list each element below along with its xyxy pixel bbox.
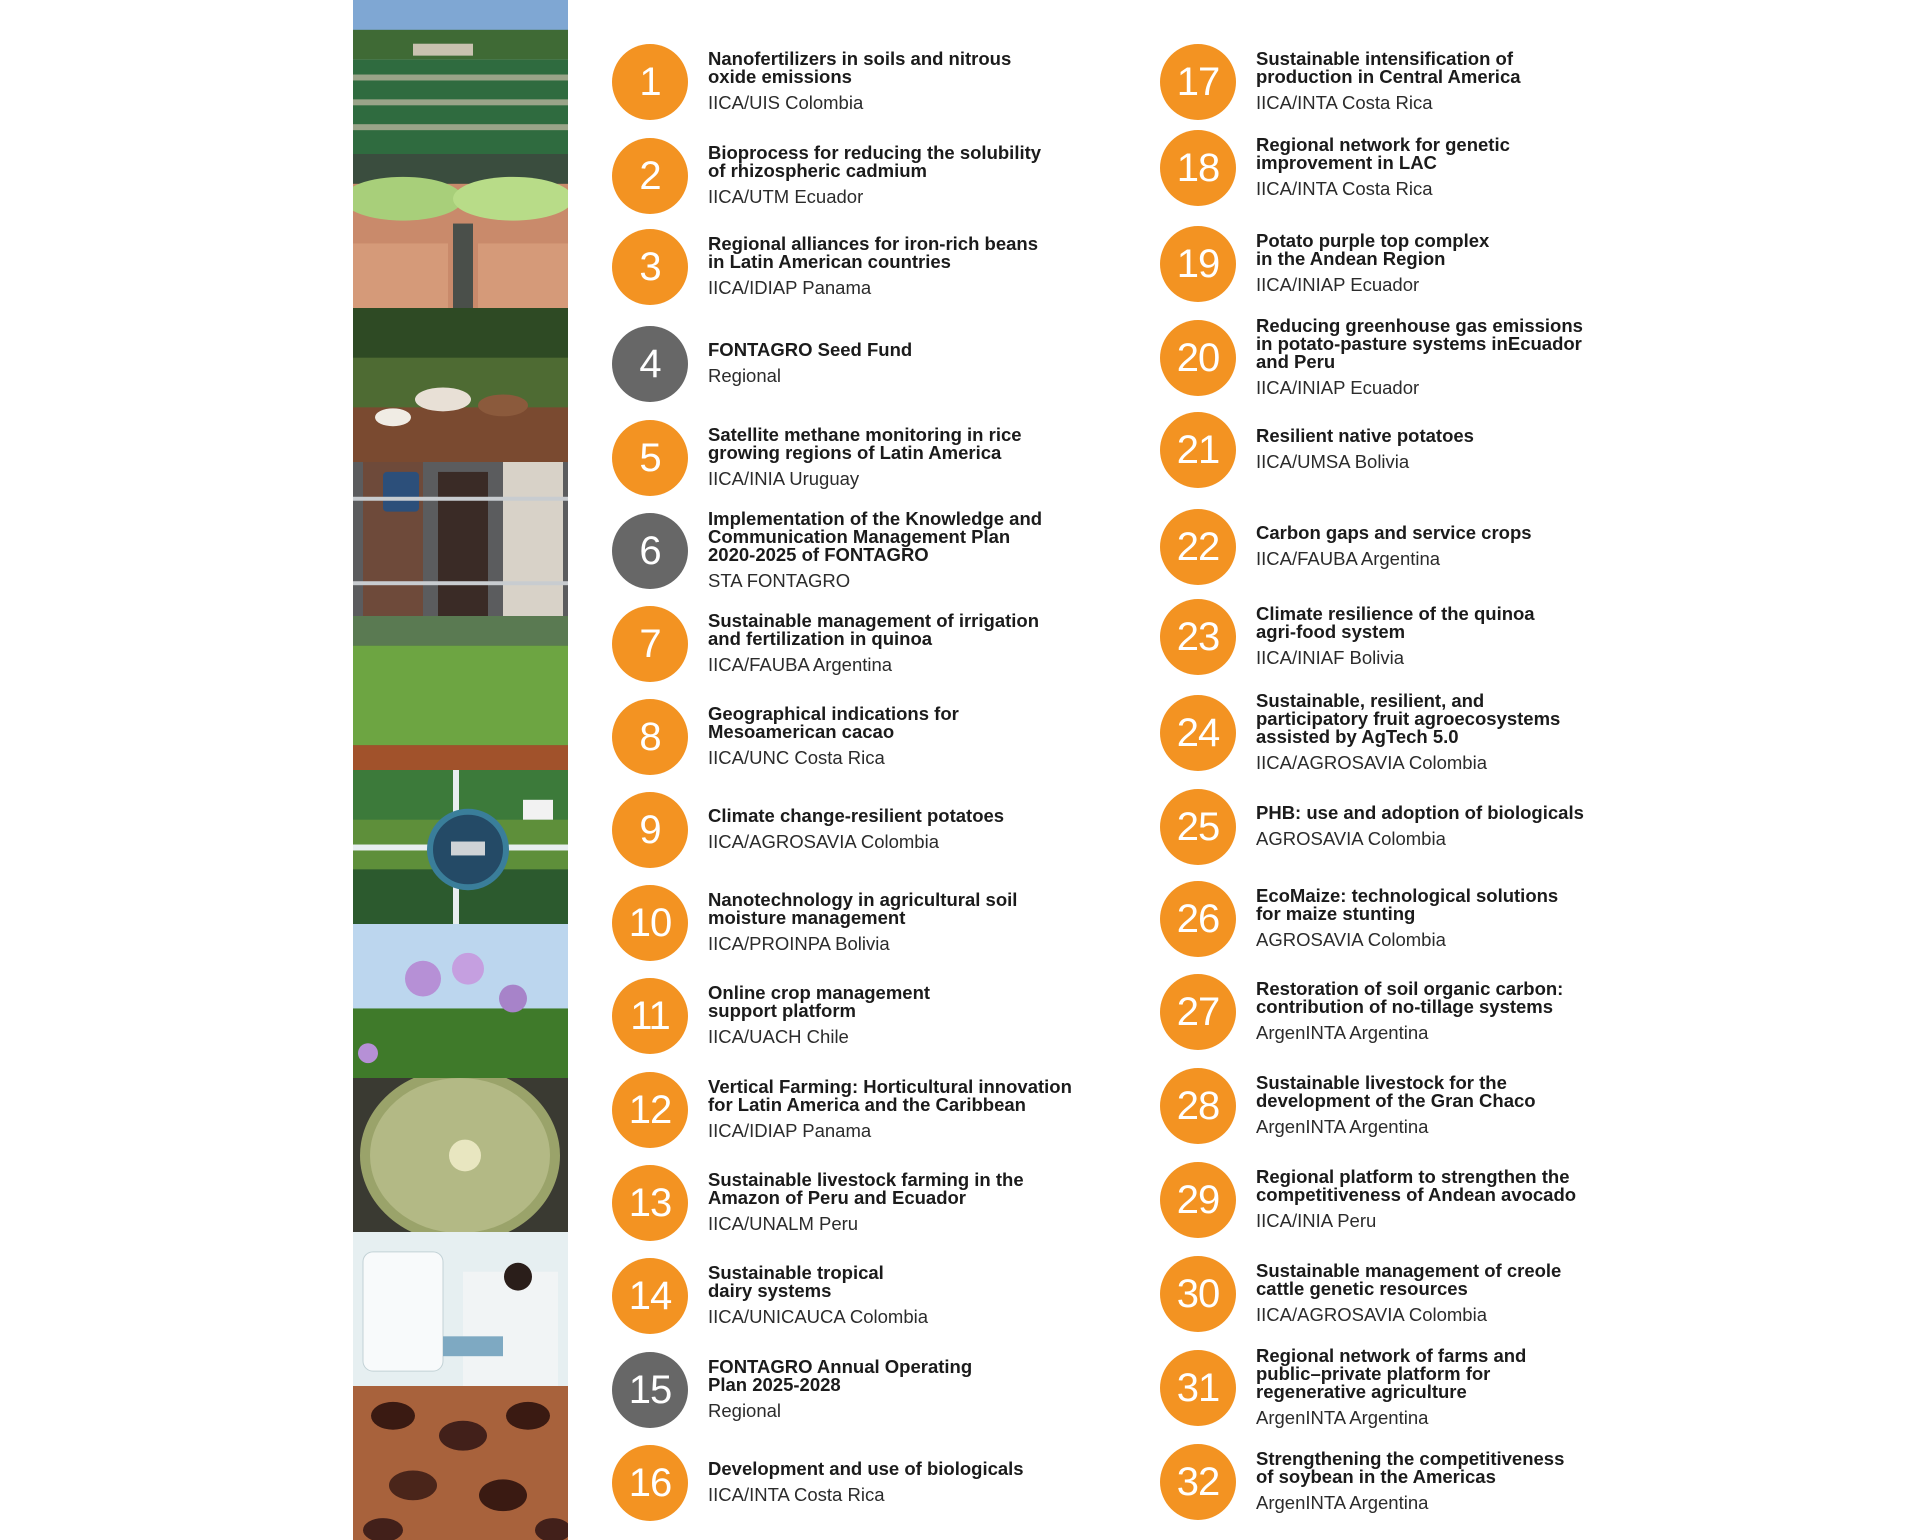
project-title: Carbon gaps and service crops — [1256, 522, 1532, 543]
project-item-1 — [612, 37, 1112, 127]
project-organization: Regional — [708, 365, 782, 386]
project-text — [1256, 804, 1584, 850]
project-title: Climate change-resilient potatoes — [708, 805, 1005, 826]
project-text — [708, 891, 1017, 955]
project-organization: ArgenINTA Argentina — [1256, 1022, 1429, 1043]
project-number-badge: 30 — [1160, 1256, 1236, 1332]
project-text — [708, 426, 1022, 490]
project-title: Geographical indications for Mesoamerican cacao — [708, 703, 959, 742]
project-number-badge: 20 — [1160, 320, 1236, 396]
project-number-badge: 1 — [612, 44, 688, 120]
project-text — [1256, 427, 1474, 473]
project-title: Online crop management support platform — [708, 982, 931, 1021]
project-item-21 — [1160, 405, 1680, 495]
project-number-badge: 4 — [612, 326, 688, 402]
project-number-badge: 32 — [1160, 1444, 1236, 1520]
project-number-badge: 17 — [1160, 44, 1236, 120]
project-item-31 — [1160, 1343, 1680, 1433]
project-number-badge: 16 — [612, 1445, 688, 1521]
project-title: Resilient native potatoes — [1256, 425, 1474, 446]
project-number-badge: 10 — [612, 885, 688, 961]
project-text — [1256, 1347, 1526, 1429]
project-number-badge: 13 — [612, 1165, 688, 1241]
project-number-badge: 8 — [612, 699, 688, 775]
project-text — [708, 144, 1041, 208]
project-organization: IICA/INIAP Ecuador — [1256, 377, 1420, 398]
project-organization: IICA/INIAP Ecuador — [1256, 274, 1420, 295]
project-organization: IICA/UNALM Peru — [708, 1213, 859, 1234]
project-item-13 — [612, 1158, 1112, 1248]
project-title: Sustainable intensification of production in Central America — [1256, 48, 1521, 87]
project-item-24 — [1160, 688, 1680, 778]
project-number-badge: 7 — [612, 606, 688, 682]
project-item-25 — [1160, 782, 1680, 872]
project-organization: IICA/AGROSAVIA Colombia — [1256, 1304, 1487, 1325]
project-title: Strengthening the competitiveness of soybean in the Americas — [1256, 1448, 1565, 1487]
project-organization: STA FONTAGRO — [708, 570, 851, 591]
photo-potato-flowers — [353, 924, 568, 1078]
project-item-16 — [612, 1438, 1112, 1528]
project-title: Sustainable livestock farming in the Amazon of Peru and Ecuador — [708, 1169, 1024, 1208]
project-item-12 — [612, 1065, 1112, 1155]
project-number-badge: 3 — [612, 229, 688, 305]
project-text — [708, 705, 959, 769]
project-organization: IICA/UNC Costa Rica — [708, 747, 885, 768]
project-text — [708, 1358, 972, 1422]
project-title: Sustainable livestock for the development of the Gran Chaco — [1256, 1072, 1536, 1111]
project-organization: IICA/INIA Uruguay — [708, 468, 860, 489]
project-text — [708, 50, 1011, 114]
project-title: Implementation of the Knowledge and Communication Management Plan 2020-2025 of FONTAGRO — [708, 508, 1043, 565]
photo-cattle-pasture — [353, 308, 568, 462]
project-number-badge: 2 — [612, 138, 688, 214]
project-number-badge: 15 — [612, 1352, 688, 1428]
project-organization: ArgenINTA Argentina — [1256, 1116, 1429, 1137]
project-text — [708, 1460, 1024, 1506]
project-number-badge: 18 — [1160, 130, 1236, 206]
project-item-19 — [1160, 219, 1680, 309]
project-text — [1256, 1168, 1576, 1232]
project-number-badge: 27 — [1160, 974, 1236, 1050]
project-organization: IICA/INTA Costa Rica — [1256, 92, 1433, 113]
project-item-23 — [1160, 592, 1680, 682]
project-text — [708, 807, 1004, 853]
project-text — [708, 341, 912, 387]
project-item-4 — [612, 319, 1112, 409]
project-text — [1256, 1262, 1561, 1326]
project-organization: IICA/UMSA Bolivia — [1256, 451, 1410, 472]
project-text — [708, 1171, 1024, 1235]
project-organization: IICA/UACH Chile — [708, 1026, 849, 1047]
project-organization: IICA/PROINPA Bolivia — [708, 933, 890, 954]
project-title: PHB: use and adoption of biologicals — [1256, 802, 1584, 823]
photo-milking-parlor — [353, 462, 568, 616]
project-item-7 — [612, 599, 1112, 689]
project-title: Potato purple top complex in the Andean Region — [1256, 230, 1490, 269]
project-item-5 — [612, 413, 1112, 503]
project-title: Restoration of soil organic carbon: contribution of no-tillage systems — [1256, 978, 1564, 1017]
project-organization: Regional — [708, 1400, 782, 1421]
photo-hydroponic-lettuce — [353, 154, 568, 308]
project-title: Regional platform to strengthen the competitiveness of Andean avocado — [1256, 1166, 1577, 1205]
project-organization: IICA/IDIAP Panama — [708, 277, 872, 298]
project-title: Sustainable, resilient, and participatory fruit agroecosystems assisted by AgTech 5.0 — [1256, 690, 1561, 747]
project-number-badge: 28 — [1160, 1068, 1236, 1144]
project-title: Regional network for genetic improvement in LAC — [1256, 134, 1510, 173]
project-title: Development and use of biologicals — [708, 1458, 1024, 1479]
project-text — [1256, 887, 1558, 951]
project-number-badge: 24 — [1160, 695, 1236, 771]
project-item-11 — [612, 971, 1112, 1061]
project-item-32 — [1160, 1437, 1680, 1527]
project-title: Regional network of farms and public–private platform for regenerative agriculture — [1256, 1345, 1527, 1402]
project-item-8 — [612, 692, 1112, 782]
project-item-26 — [1160, 874, 1680, 964]
project-item-14 — [612, 1251, 1112, 1341]
project-number-badge: 5 — [612, 420, 688, 496]
project-item-10 — [612, 878, 1112, 968]
project-organization: IICA/INIAF Bolivia — [1256, 647, 1405, 668]
project-organization: AGROSAVIA Colombia — [1256, 929, 1446, 950]
project-item-18 — [1160, 123, 1680, 213]
project-organization: IICA/INTA Costa Rica — [708, 1484, 885, 1505]
project-number-badge: 19 — [1160, 226, 1236, 302]
project-organization: AGROSAVIA Colombia — [1256, 828, 1446, 849]
project-number-badge: 23 — [1160, 599, 1236, 675]
project-number-badge: 29 — [1160, 1162, 1236, 1238]
project-title: Regional alliances for iron-rich beans in Latin American countries — [708, 233, 1039, 272]
project-item-17 — [1160, 37, 1680, 127]
project-organization: ArgenINTA Argentina — [1256, 1407, 1429, 1428]
project-title: Reducing greenhouse gas emissions in potato-pasture systems inEcuador and Peru — [1256, 315, 1583, 372]
project-number-badge: 14 — [612, 1258, 688, 1334]
project-item-29 — [1160, 1155, 1680, 1245]
project-organization: IICA/IDIAP Panama — [708, 1120, 872, 1141]
project-number-badge: 22 — [1160, 509, 1236, 585]
project-number-badge: 25 — [1160, 789, 1236, 865]
project-title: FONTAGRO Annual Operating Plan 2025-2028 — [708, 1356, 973, 1395]
project-number-badge: 9 — [612, 792, 688, 868]
project-text — [708, 1078, 1072, 1142]
project-text — [1256, 692, 1560, 774]
project-item-6 — [612, 506, 1112, 596]
photo-cacao-beans — [353, 1386, 568, 1540]
project-item-27 — [1160, 967, 1680, 1057]
project-text — [1256, 50, 1521, 114]
project-text — [1256, 317, 1583, 399]
photo-rice-field-drone — [353, 770, 568, 924]
project-organization: IICA/AGROSAVIA Colombia — [708, 831, 939, 852]
project-text — [708, 984, 930, 1048]
project-text — [708, 235, 1038, 299]
project-title: Nanotechnology in agricultural soil moisture management — [708, 889, 1018, 928]
project-text — [1256, 1074, 1536, 1138]
project-text — [708, 510, 1042, 592]
project-organization: IICA/UTM Ecuador — [708, 186, 864, 207]
project-text — [708, 612, 1039, 676]
photo-greenhouse-beds — [353, 0, 568, 154]
project-title: EcoMaize: technological solutions for maize stunting — [1256, 885, 1559, 924]
project-item-22 — [1160, 502, 1680, 592]
project-number-badge: 26 — [1160, 881, 1236, 957]
project-item-28 — [1160, 1061, 1680, 1151]
project-organization: IICA/INIA Peru — [1256, 1210, 1377, 1231]
project-title: Climate resilience of the quinoa agri-food system — [1256, 603, 1535, 642]
project-text — [708, 1264, 928, 1328]
project-text — [1256, 232, 1489, 296]
project-title: Vertical Farming: Horticultural innovation for Latin America and the Caribbean — [708, 1076, 1072, 1115]
project-organization: IICA/INTA Costa Rica — [1256, 178, 1433, 199]
project-organization: IICA/AGROSAVIA Colombia — [1256, 752, 1487, 773]
photo-cornfield — [353, 616, 568, 770]
photo-petri-dish — [353, 1078, 568, 1232]
project-number-badge: 31 — [1160, 1350, 1236, 1426]
project-number-badge: 6 — [612, 513, 688, 589]
project-title: Satellite methane monitoring in rice growing regions of Latin America — [708, 424, 1022, 463]
project-item-30 — [1160, 1249, 1680, 1339]
project-organization: IICA/FAUBA Argentina — [1256, 548, 1441, 569]
project-number-badge: 11 — [612, 978, 688, 1054]
project-title: Nanofertilizers in soils and nitrous oxide emissions — [708, 48, 1012, 87]
project-item-3 — [612, 222, 1112, 312]
photo-strip — [353, 0, 568, 1540]
project-title: Sustainable management of creole cattle genetic resources — [1256, 1260, 1562, 1299]
photo-laboratory — [353, 1232, 568, 1386]
project-organization: IICA/UNICAUCA Colombia — [708, 1306, 929, 1327]
project-item-15 — [612, 1345, 1112, 1435]
project-organization: IICA/FAUBA Argentina — [708, 654, 893, 675]
project-item-20 — [1160, 313, 1680, 403]
project-text — [1256, 980, 1563, 1044]
project-title: Sustainable tropical dairy systems — [708, 1262, 884, 1301]
project-item-9 — [612, 785, 1112, 875]
project-title: Sustainable management of irrigation and fertilization in quinoa — [708, 610, 1040, 649]
project-text — [1256, 136, 1510, 200]
project-number-badge: 21 — [1160, 412, 1236, 488]
project-item-2 — [612, 131, 1112, 221]
project-text — [1256, 524, 1532, 570]
project-organization: IICA/UIS Colombia — [708, 92, 864, 113]
project-title: FONTAGRO Seed Fund — [708, 339, 913, 360]
project-text — [1256, 1450, 1564, 1514]
project-number-badge: 12 — [612, 1072, 688, 1148]
project-text — [1256, 605, 1535, 669]
project-organization: ArgenINTA Argentina — [1256, 1492, 1429, 1513]
project-title: Bioprocess for reducing the solubility of rhizospheric cadmium — [708, 142, 1042, 181]
